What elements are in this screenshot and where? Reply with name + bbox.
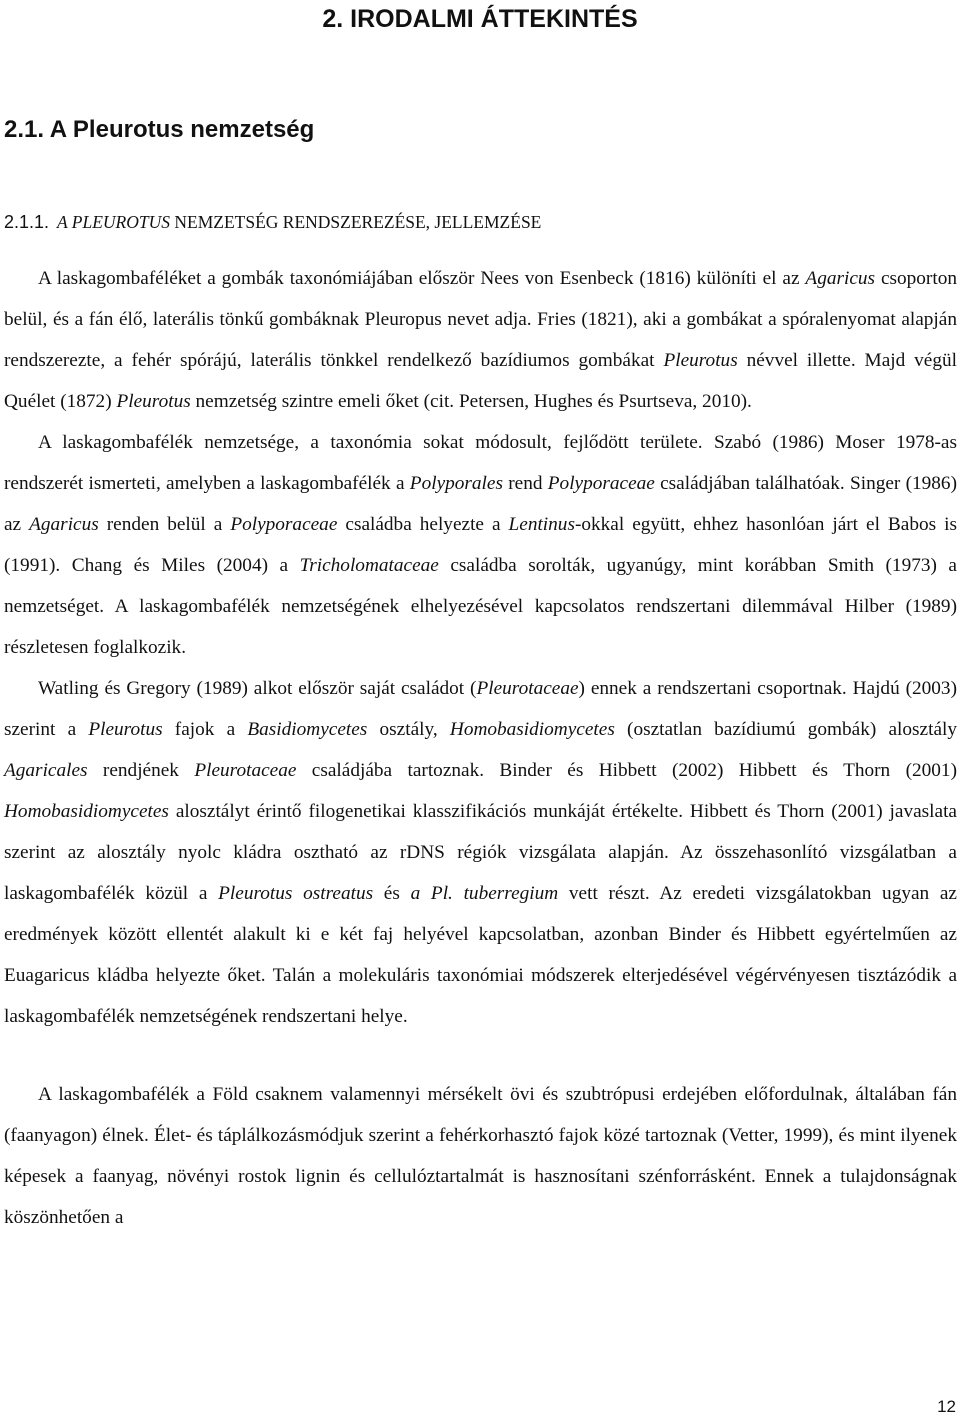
text-run: (osztatlan bazídiumú gombák) alosztály bbox=[614, 719, 958, 740]
italic-term: Homobasidiomycetes bbox=[4, 801, 169, 822]
paragraph-2 bbox=[4, 422, 957, 668]
page-number: 12 bbox=[937, 1397, 956, 1416]
text-run: A laskagombafélék a Föld csaknem valamennyi mérsékelt övi és szubtrópusi erdejében előfordulnak, általában fán (faanyagon) élnek. Élet- és táplálkozásmódjuk szerint a fehérkorhasztó fajok közé tartoznak (Vetter, 1999), és mint ilyenek képesek a faanyag, növényi rostok lignin és cellulóztartalmát is hasznosítani szénforrásként. Ennek a tulajdonságnak köszönhetően a bbox=[4, 1084, 957, 1228]
text-run: vett részt. Az eredeti vizsgálatokban ugyan az eredmények között ellentét alakult ki e két faj helyével kapcsolatban, azonban Binder és Hibbett egyértelműen az Euagaricus kládba helyezte őket. Talán a molekuláris taxonómiai módszerek elterjedésével végérvényesen tisztázódik a laskagombafélék nemzetségének rendszertani helye. bbox=[4, 883, 957, 1027]
italic-term: a Pl. tuberregium bbox=[410, 883, 559, 904]
text-run: rendjének bbox=[87, 760, 195, 781]
text-run: csoporton belül, és a fán élő, laterális tönkű gombáknak Pleuropus nevet adja. Fries (1821), aki a gombákat a spóralenyomat alapján rendszerezte, a fehér spórájú, laterális tönkkel rendelkező bazídiumos gombákat bbox=[4, 268, 957, 371]
italic-term: Basidiomycetes bbox=[247, 719, 368, 740]
italic-term: Pleurotus bbox=[88, 719, 163, 740]
text-run: osztály, bbox=[367, 719, 450, 740]
text-run: A laskagombafélék nemzetsége, a taxonómia sokat módosult, fejlődött területe. Szabó (1986) Moser 1978-as rendszerét ismerteti, amelyben a laskagombafélék a bbox=[4, 432, 957, 494]
text-run: -okkal együtt, ehhez hasonlóan járt el Babos is (1991). Chang és Miles (2004) a bbox=[4, 514, 957, 576]
text-run: családjába tartoznak. Binder és Hibbett (2002) Hibbett és Thorn (2001) bbox=[296, 760, 957, 781]
italic-term: Agaricus bbox=[805, 268, 876, 289]
paragraph-4 bbox=[4, 1074, 957, 1238]
italic-term: Homobasidiomycetes bbox=[449, 719, 615, 740]
paragraph-3 bbox=[4, 668, 957, 1037]
subsection-title-rest: NEMZETSÉG RENDSZEREZÉSE, JELLEMZÉSE bbox=[170, 212, 542, 232]
subsection-heading bbox=[4, 208, 541, 236]
subsection-title-italic: A PLEUROTUS bbox=[57, 212, 170, 232]
text-run: nemzetség szintre emeli őket (cit. Petersen, Hughes és Psurtseva, 2010). bbox=[190, 391, 752, 412]
italic-term: Polyporaceae bbox=[547, 473, 655, 494]
italic-term: Agaricales bbox=[4, 760, 88, 781]
italic-term: Pleurotus ostreatus bbox=[218, 883, 374, 904]
italic-term: Pleurotaceae bbox=[476, 678, 579, 699]
paragraph-1 bbox=[4, 258, 957, 422]
text-run: rend bbox=[502, 473, 548, 494]
text-run: családba helyezte a bbox=[337, 514, 509, 535]
text-run: és bbox=[373, 883, 411, 904]
chapter-title: 2. IRODALMI ÁTTEKINTÉS bbox=[322, 5, 638, 33]
italic-term: Tricholomataceae bbox=[299, 555, 439, 576]
section-title: 2.1. A Pleurotus nemzetség bbox=[4, 116, 315, 143]
text-run: családjában találhatóak. Singer (1986) az bbox=[4, 473, 957, 535]
italic-term: Pleurotaceae bbox=[194, 760, 297, 781]
text-run: A laskagombaféléket a gombák taxonómiájában először Nees von Esenbeck (1816) különíti el az bbox=[38, 268, 806, 289]
italic-term: Pleurotus bbox=[663, 350, 738, 371]
text-run: alosztályt érintő filogenetikai klasszifikációs munkáját értékelte. Hibbett és Thorn (2001) javaslata szerint az alosztály nyolc kládra osztható az rDNS régiók vizsgálata alapján. Az összehasonlító vizsgálatban a laskagombafélék közül a bbox=[4, 801, 957, 904]
text-run: fajok a bbox=[162, 719, 248, 740]
text-run: renden belül a bbox=[98, 514, 231, 535]
italic-term: Pleurotus bbox=[116, 391, 191, 412]
italic-term: Agaricus bbox=[29, 514, 99, 535]
italic-term: Lentinus bbox=[508, 514, 575, 535]
subsection-number: 2.1.1. bbox=[4, 212, 50, 232]
text-run: Watling és Gregory (1989) alkot először saját családot ( bbox=[38, 678, 477, 699]
text-run: névvel illette. Majd végül Quélet (1872) bbox=[4, 350, 957, 412]
text-run: családba sorolták, ugyanúgy, mint korábban Smith (1973) a nemzetséget. A laskagombafélék nemzetségének elhelyezésével kapcsolatos rendszertani dilemmával Hilber (1989) részletesen foglalkozik. bbox=[4, 555, 957, 658]
body-text bbox=[4, 258, 957, 1238]
italic-term: Polyporaceae bbox=[230, 514, 338, 535]
text-run: ) ennek a rendszertani csoportnak. Hajdú (2003) szerint a bbox=[4, 678, 957, 740]
italic-term: Polyporales bbox=[409, 473, 503, 494]
